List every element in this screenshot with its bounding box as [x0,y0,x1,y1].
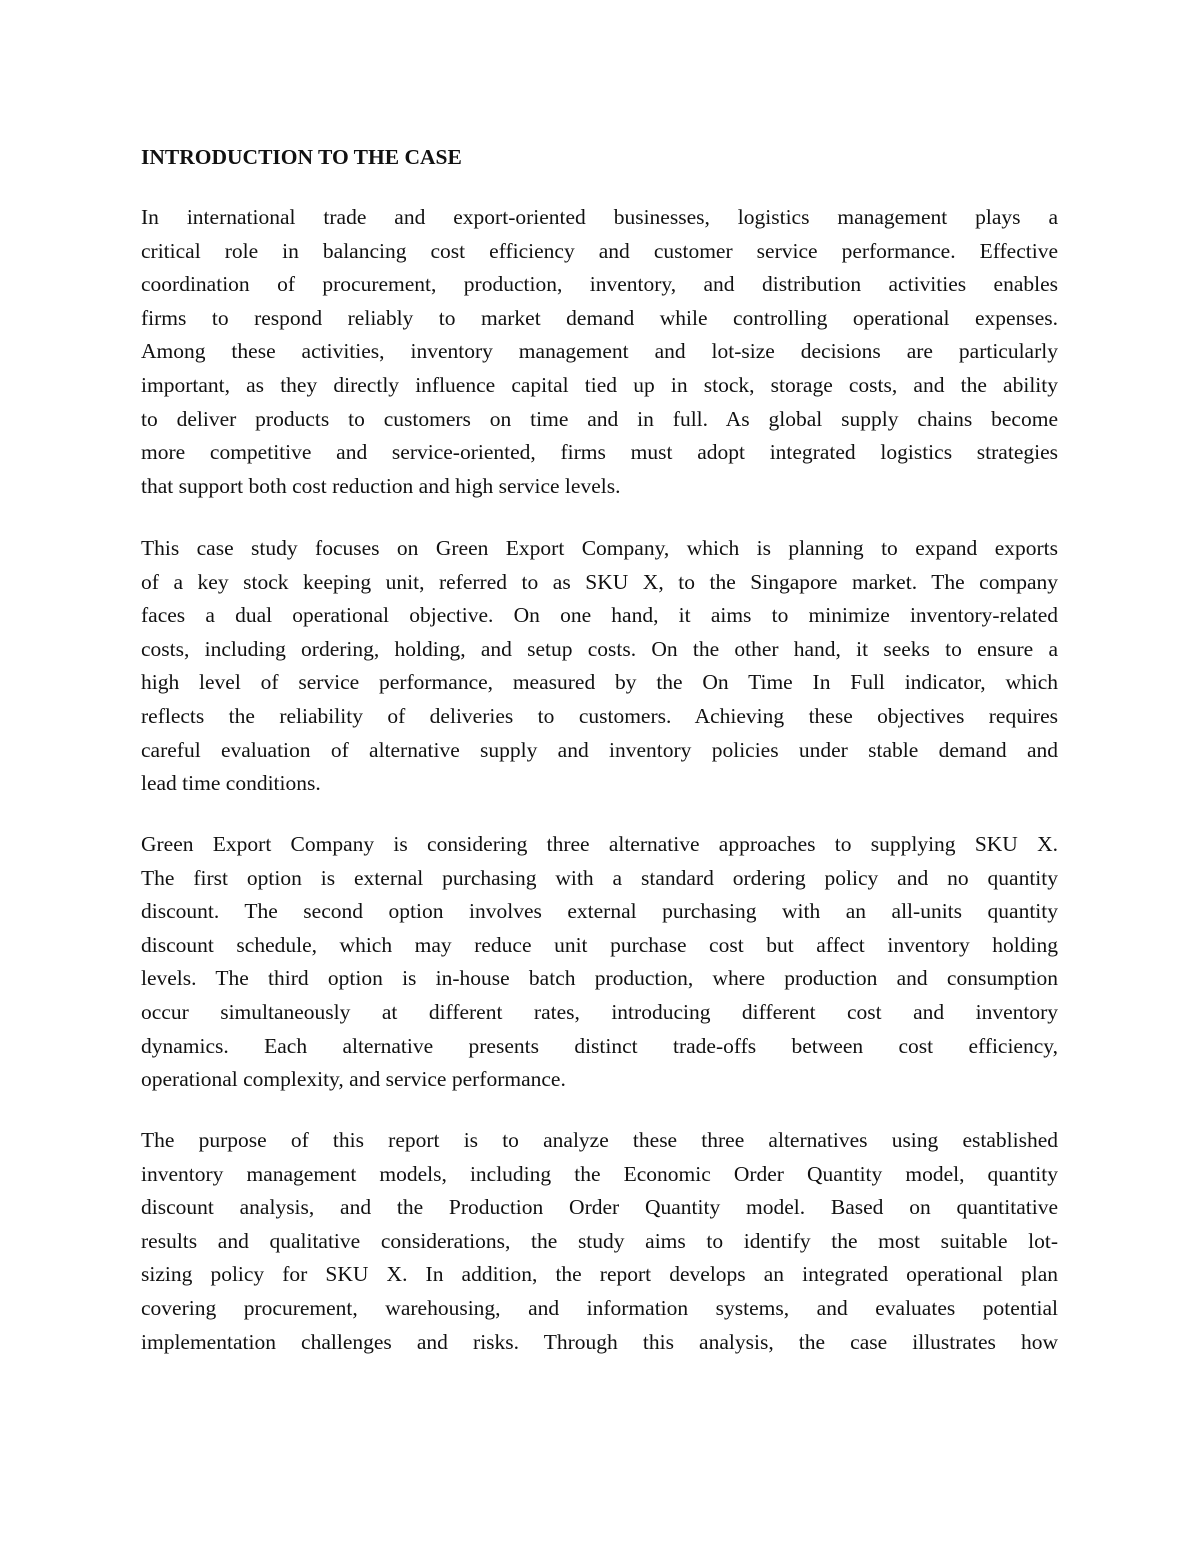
text-line: results and qualitative considerations, the study aims to identify the most suitable lot- [141,1228,1058,1253]
text-line: Among these activities, inventory management and lot-size decisions are particularly [141,339,1058,364]
paragraph-purpose [141,1124,1058,1359]
text-line: implementation challenges and risks. Through this analysis, the case illustrates how [141,1329,1058,1354]
text-line: dynamics. Each alternative presents distinct trade-offs between cost efficiency, [141,1033,1058,1058]
section-heading: INTRODUCTION TO THE CASE [141,145,462,169]
text-line: important, as they directly influence capital tied up in stock, storage costs, and the ability [141,372,1058,397]
text-line: discount schedule, which may reduce unit purchase cost but affect inventory holding [141,932,1058,957]
text-line: high level of service performance, measured by the On Time In Full indicator, which [141,670,1058,695]
text-line: The purpose of this report is to analyze these three alternatives using established [141,1128,1058,1152]
text-line: levels. The third option is in-house batch production, where production and consumption [141,966,1058,991]
text-line: critical role in balancing cost efficiency and customer service performance. Effective [141,238,1058,263]
text-line: discount. The second option involves external purchasing with an all-units quantity [141,899,1058,924]
text-line: faces a dual operational objective. On one hand, it aims to minimize inventory-related [141,603,1058,628]
text-line: Green Export Company is considering three alternative approaches to supplying SKU X. [141,832,1058,856]
text-line: reflects the reliability of deliveries to customers. Achieving these objectives requires [141,703,1058,728]
text-line: careful evaluation of alternative supply and inventory policies under stable demand and [141,737,1058,762]
text-line: that support both cost reduction and high service levels. [141,473,621,498]
text-line: inventory management models, including the Economic Order Quantity model, quantity [141,1161,1058,1186]
text-line: coordination of procurement, production, inventory, and distribution activities enables [141,272,1058,297]
text-line: In international trade and export-oriented businesses, logistics management plays a [141,205,1058,229]
text-line: The first option is external purchasing with a standard ordering policy and no quantity [141,865,1058,890]
text-line: occur simultaneously at different rates, introducing different cost and inventory [141,999,1058,1024]
text-line: covering procurement, warehousing, and information systems, and evaluates potential [141,1295,1058,1320]
text-line: operational complexity, and service performance. [141,1067,566,1092]
text-line: to deliver products to customers on time and in full. As global supply chains become [141,406,1058,431]
text-line: costs, including ordering, holding, and setup costs. On the other hand, it seeks to ensure a [141,636,1058,661]
text-line: more competitive and service-oriented, firms must adopt integrated logistics strategies [141,440,1058,465]
text-line: sizing policy for SKU X. In addition, the report develops an integrated operational plan [141,1262,1058,1287]
text-line: firms to respond reliably to market demand while controlling operational expenses. [141,305,1058,330]
text-line: of a key stock keeping unit, referred to as SKU X, to the Singapore market. The company [141,569,1058,594]
text-line: discount analysis, and the Production Order Quantity model. Based on quantitative [141,1195,1058,1220]
paragraph-alternatives [141,828,1058,1097]
text-line: lead time conditions. [141,771,321,796]
paragraph-intro [141,201,1058,503]
text-line: This case study focuses on Green Export Company, which is planning to expand exports [141,536,1058,560]
paragraph-case-focus [141,532,1058,801]
